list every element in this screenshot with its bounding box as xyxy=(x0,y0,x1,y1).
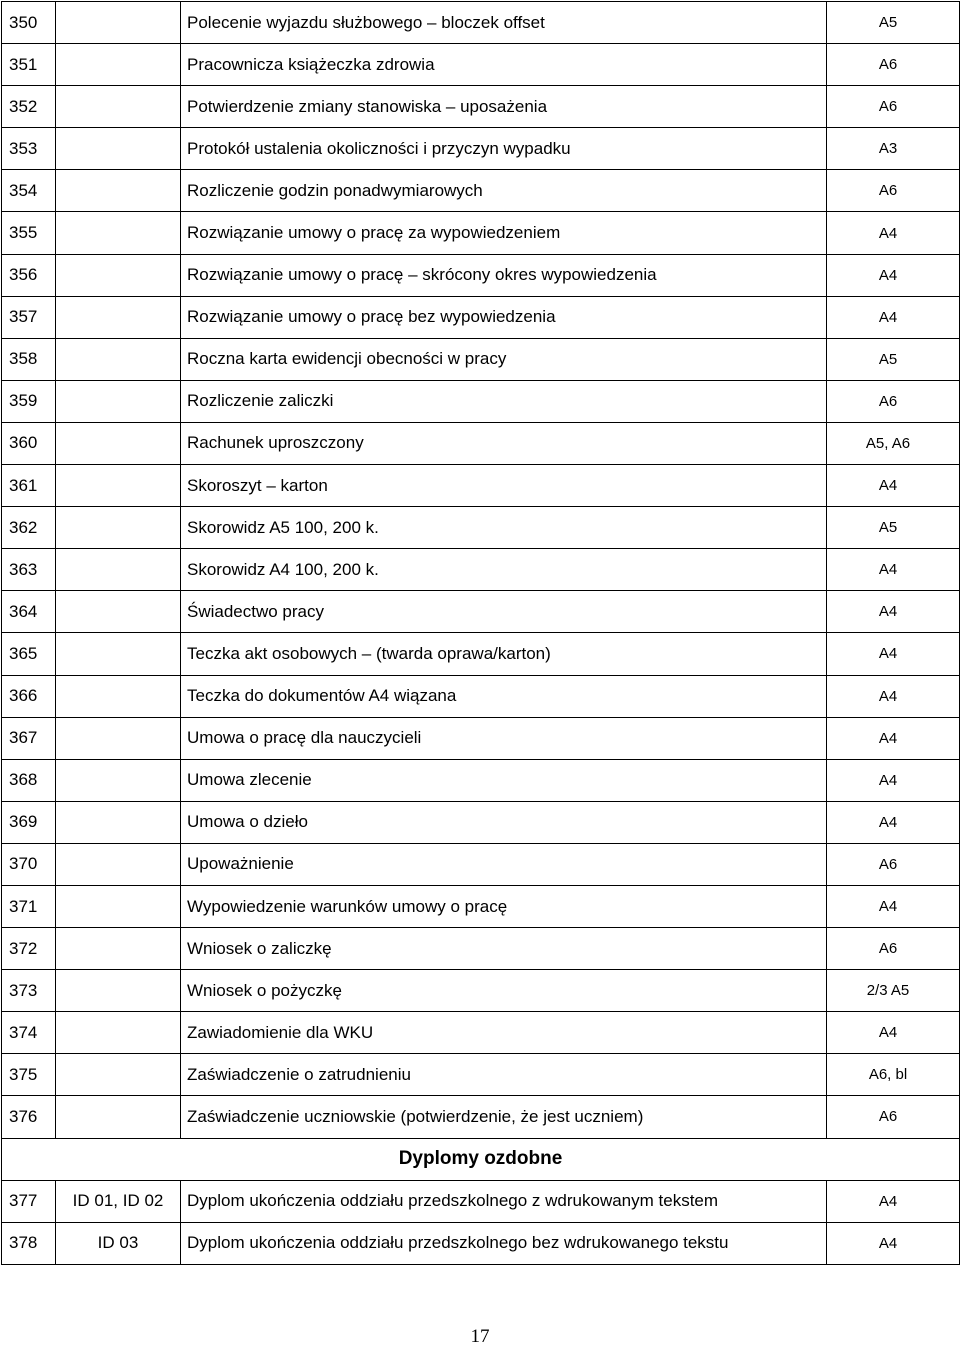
row-name: Zaświadczenie o zatrudnieniu xyxy=(181,1054,827,1096)
row-format: A4 xyxy=(827,675,960,717)
table-row xyxy=(2,212,960,254)
row-code xyxy=(56,633,181,675)
table-row xyxy=(2,885,960,927)
row-format: A4 xyxy=(827,296,960,338)
row-name: Wniosek o pożyczkę xyxy=(181,970,827,1012)
row-name: Rozliczenie godzin ponadwymiarowych xyxy=(181,170,827,212)
table-row xyxy=(2,1096,960,1138)
table-row xyxy=(2,44,960,86)
row-number: 366 xyxy=(2,675,56,717)
row-name: Teczka do dokumentów A4 wiązana xyxy=(181,675,827,717)
row-code xyxy=(56,885,181,927)
row-format: A6 xyxy=(827,928,960,970)
row-name: Protokół ustalenia okoliczności i przyczyn wypadku xyxy=(181,128,827,170)
table-row xyxy=(2,86,960,128)
row-format: A4 xyxy=(827,717,960,759)
row-code xyxy=(56,128,181,170)
table-row xyxy=(2,1222,960,1264)
row-format: A4 xyxy=(827,633,960,675)
row-number: 375 xyxy=(2,1054,56,1096)
table-row xyxy=(2,254,960,296)
row-format: A6, bl xyxy=(827,1054,960,1096)
row-format: A4 xyxy=(827,801,960,843)
row-name: Dyplom ukończenia oddziału przedszkolnego z wdrukowanym tekstem xyxy=(181,1180,827,1222)
row-format: A6 xyxy=(827,380,960,422)
row-name: Umowa o pracę dla nauczycieli xyxy=(181,717,827,759)
row-code xyxy=(56,2,181,44)
row-code xyxy=(56,1012,181,1054)
row-name: Dyplom ukończenia oddziału przedszkolnego bez wdrukowanego tekstu xyxy=(181,1222,827,1264)
row-code xyxy=(56,170,181,212)
row-format: A6 xyxy=(827,44,960,86)
row-code xyxy=(56,338,181,380)
table-row xyxy=(2,591,960,633)
row-number: 369 xyxy=(2,801,56,843)
table-row xyxy=(2,801,960,843)
row-name: Teczka akt osobowych – (twarda oprawa/karton) xyxy=(181,633,827,675)
row-format: A6 xyxy=(827,86,960,128)
row-number: 357 xyxy=(2,296,56,338)
row-number: 372 xyxy=(2,928,56,970)
table-row xyxy=(2,928,960,970)
table-row xyxy=(2,1180,960,1222)
row-format: A5 xyxy=(827,507,960,549)
row-code xyxy=(56,970,181,1012)
row-name: Umowa zlecenie xyxy=(181,759,827,801)
table-row xyxy=(2,549,960,591)
table-row xyxy=(2,675,960,717)
row-number: 356 xyxy=(2,254,56,296)
row-code xyxy=(56,296,181,338)
row-number: 355 xyxy=(2,212,56,254)
row-code xyxy=(56,675,181,717)
row-code xyxy=(56,1054,181,1096)
row-number: 374 xyxy=(2,1012,56,1054)
table-row xyxy=(2,338,960,380)
table-row xyxy=(2,2,960,44)
row-code: ID 01, ID 02 xyxy=(56,1180,181,1222)
row-code xyxy=(56,801,181,843)
table-row xyxy=(2,296,960,338)
row-number: 370 xyxy=(2,843,56,885)
row-number: 352 xyxy=(2,86,56,128)
row-code xyxy=(56,465,181,507)
table-row xyxy=(2,380,960,422)
row-format: A4 xyxy=(827,1012,960,1054)
row-number: 359 xyxy=(2,380,56,422)
row-code xyxy=(56,759,181,801)
row-format: A4 xyxy=(827,885,960,927)
row-name: Wypowiedzenie warunków umowy o pracę xyxy=(181,885,827,927)
row-number: 361 xyxy=(2,465,56,507)
row-name: Pracownicza książeczka zdrowia xyxy=(181,44,827,86)
row-code xyxy=(56,717,181,759)
row-code xyxy=(56,254,181,296)
row-name: Rachunek uproszczony xyxy=(181,422,827,464)
row-name: Upoważnienie xyxy=(181,843,827,885)
table-row xyxy=(2,422,960,464)
row-number: 360 xyxy=(2,422,56,464)
row-format: A4 xyxy=(827,212,960,254)
row-format: A4 xyxy=(827,759,960,801)
row-name: Roczna karta ewidencji obecności w pracy xyxy=(181,338,827,380)
table-row xyxy=(2,843,960,885)
row-number: 368 xyxy=(2,759,56,801)
row-number: 363 xyxy=(2,549,56,591)
row-format: 2/3 A5 xyxy=(827,970,960,1012)
row-name: Skoroszyt – karton xyxy=(181,465,827,507)
row-format: A4 xyxy=(827,465,960,507)
row-code xyxy=(56,591,181,633)
table-row xyxy=(2,759,960,801)
row-number: 362 xyxy=(2,507,56,549)
row-name: Umowa o dzieło xyxy=(181,801,827,843)
row-code xyxy=(56,44,181,86)
row-code xyxy=(56,549,181,591)
row-name: Skorowidz A4 100, 200 k. xyxy=(181,549,827,591)
row-name: Rozwiązanie umowy o pracę – skrócony okres wypowiedzenia xyxy=(181,254,827,296)
row-format: A6 xyxy=(827,170,960,212)
row-format: A5 xyxy=(827,338,960,380)
row-name: Rozwiązanie umowy o pracę za wypowiedzeniem xyxy=(181,212,827,254)
table-row xyxy=(2,170,960,212)
table-row xyxy=(2,970,960,1012)
row-format: A4 xyxy=(827,591,960,633)
row-format: A5 xyxy=(827,2,960,44)
row-number: 373 xyxy=(2,970,56,1012)
row-name: Skorowidz A5 100, 200 k. xyxy=(181,507,827,549)
row-name: Wniosek o zaliczkę xyxy=(181,928,827,970)
row-number: 354 xyxy=(2,170,56,212)
row-code xyxy=(56,86,181,128)
catalog-rows-top xyxy=(2,2,960,1139)
row-code xyxy=(56,507,181,549)
section-row xyxy=(2,1138,960,1180)
row-number: 367 xyxy=(2,717,56,759)
table-row xyxy=(2,1054,960,1096)
row-number: 351 xyxy=(2,44,56,86)
row-format: A5, A6 xyxy=(827,422,960,464)
row-format: A4 xyxy=(827,254,960,296)
catalog-rows-bottom xyxy=(2,1180,960,1264)
row-format: A4 xyxy=(827,1222,960,1264)
row-name: Rozliczenie zaliczki xyxy=(181,380,827,422)
row-number: 365 xyxy=(2,633,56,675)
row-format: A6 xyxy=(827,843,960,885)
table-row xyxy=(2,717,960,759)
table-row xyxy=(2,507,960,549)
row-code xyxy=(56,212,181,254)
row-name: Potwierdzenie zmiany stanowiska – uposażenia xyxy=(181,86,827,128)
row-name: Polecenie wyjazdu służbowego – bloczek offset xyxy=(181,2,827,44)
row-number: 371 xyxy=(2,885,56,927)
row-number: 378 xyxy=(2,1222,56,1264)
row-name: Zaświadczenie uczniowskie (potwierdzenie, że jest uczniem) xyxy=(181,1096,827,1138)
section-heading: Dyplomy ozdobne xyxy=(2,1138,960,1180)
row-code: ID 03 xyxy=(56,1222,181,1264)
row-format: A4 xyxy=(827,549,960,591)
table-row xyxy=(2,633,960,675)
table-row xyxy=(2,465,960,507)
row-number: 376 xyxy=(2,1096,56,1138)
row-number: 358 xyxy=(2,338,56,380)
row-number: 364 xyxy=(2,591,56,633)
page-number: 17 xyxy=(470,1326,490,1347)
row-code xyxy=(56,422,181,464)
row-code xyxy=(56,928,181,970)
row-name: Świadectwo pracy xyxy=(181,591,827,633)
row-code xyxy=(56,380,181,422)
table-row xyxy=(2,128,960,170)
section-heading-row xyxy=(2,1138,960,1180)
row-name: Rozwiązanie umowy o pracę bez wypowiedzenia xyxy=(181,296,827,338)
row-number: 353 xyxy=(2,128,56,170)
table-row xyxy=(2,1012,960,1054)
row-code xyxy=(56,843,181,885)
forms-catalog-table xyxy=(1,1,960,1265)
row-format: A4 xyxy=(827,1180,960,1222)
row-number: 377 xyxy=(2,1180,56,1222)
row-format: A3 xyxy=(827,128,960,170)
row-format: A6 xyxy=(827,1096,960,1138)
row-name: Zawiadomienie dla WKU xyxy=(181,1012,827,1054)
row-code xyxy=(56,1096,181,1138)
row-number: 350 xyxy=(2,2,56,44)
